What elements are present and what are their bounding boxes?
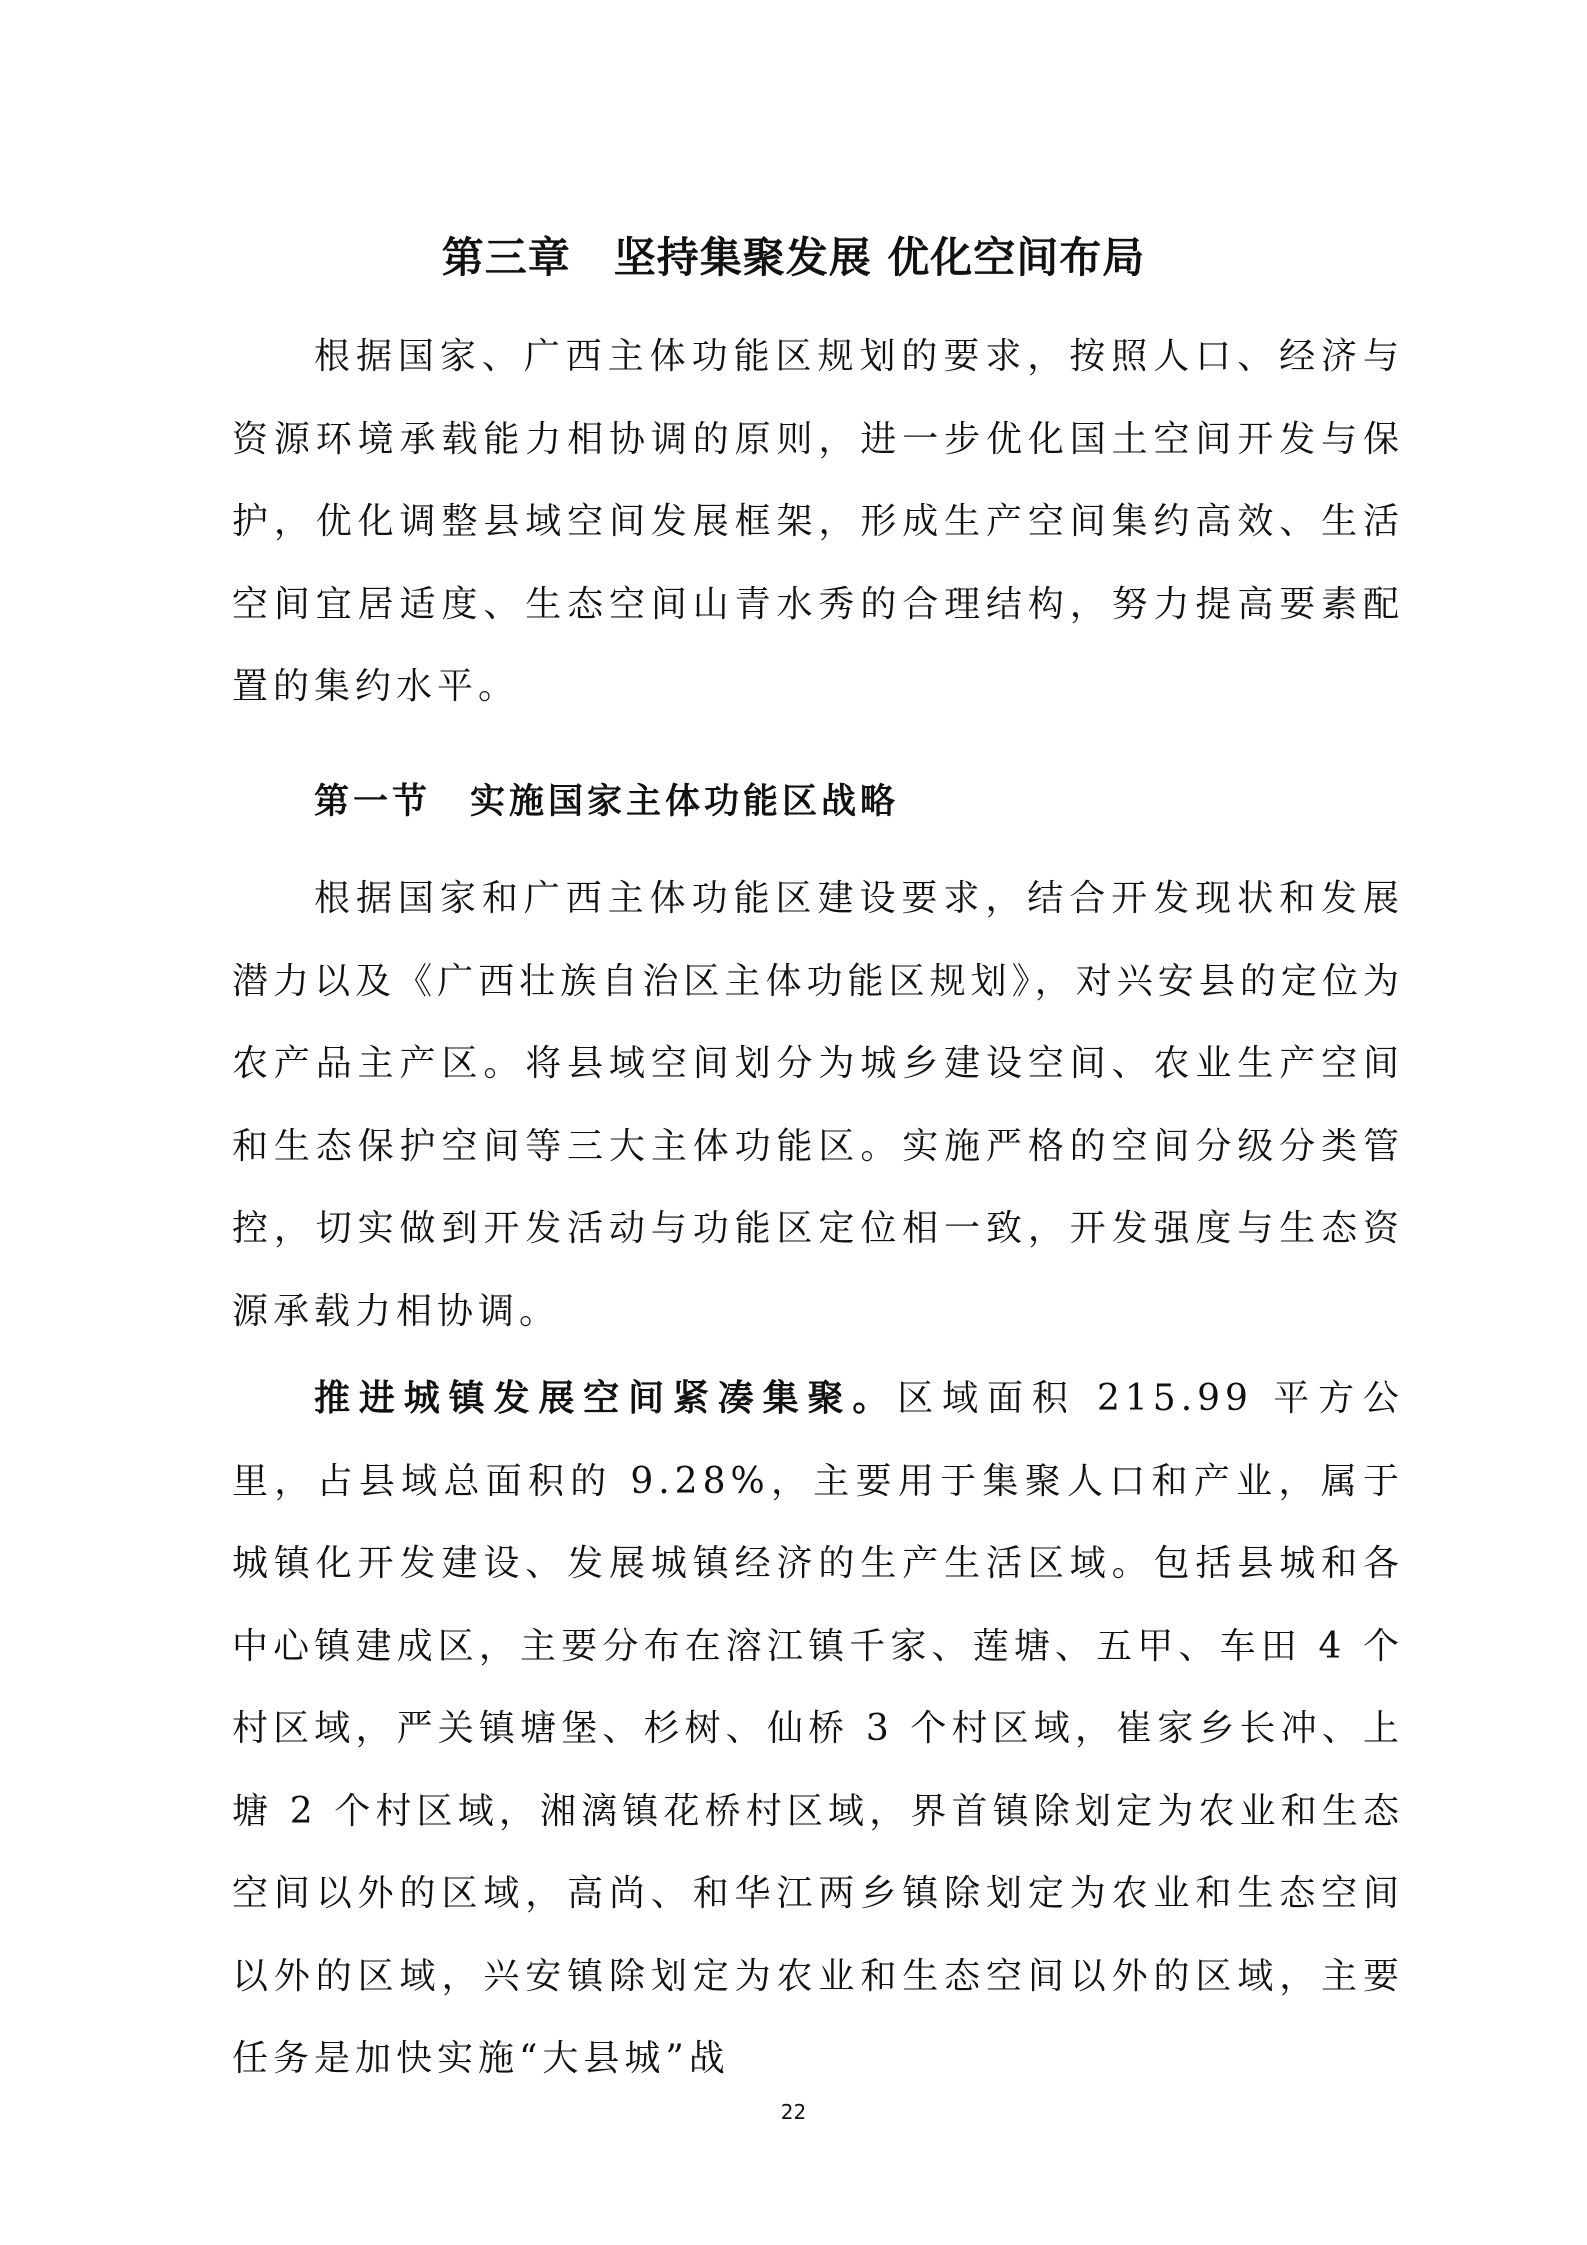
section-paragraph-2: [232, 1358, 1404, 2101]
section-heading: 第一节 实施国家主体功能区战略: [314, 782, 900, 823]
paragraph-body-text: 区域面积 215.99 平方公里，占县域总面积的 9.28%，主要用于集聚人口和产业，属于城镇化开发建设、发展城镇经济的生产生活区域。包括县城和各中心镇建成区，主要分布在溶江镇千家、莲塘、五甲、车田 4 个村区域，严关镇塘堡、杉树、仙桥 3 个村区域，崔家乡长冲、上塘 2 个村区域，湘漓镇花桥村区域，界首镇除划定为农业和生态空间以外的区域，高尚、和华江两乡镇除划定为农业和生态空间以外的区域，兴安镇除划定为农业和生态空间以外的区域，主要任务是加快实施“大县城”战: [232, 1378, 1404, 2079]
chapter-intro-paragraph: 根据国家、广西主体功能区规划的要求，按照人口、经济与资源环境承载能力相协调的原则，进一步优化国土空间开发与保护，优化调整县域空间发展框架，形成生产空间集约高效、生活空间宜居适度、生态空间山青水秀的合理结构，努力提高要素配置的集约水平。: [232, 336, 1404, 707]
chapter-title: 第三章 坚持集聚发展 优化空间布局: [441, 233, 1146, 283]
page-number: 22: [780, 2100, 807, 2124]
section-paragraph-1: 根据国家和广西主体功能区建设要求，结合开发现状和发展潜力以及《广西壮族自治区主体功能区规划》，对兴安县的定位为农产品主产区。将县域空间划分为城乡建设空间、农业生产空间和生态保护空间等三大主体功能区。实施严格的空间分级分类管控，切实做到开发活动与功能区定位相一致，开发强度与生态资源承载力相协调。: [232, 878, 1404, 1332]
paragraph-lead-phrase: 推进城镇发展空间紧凑集聚。: [314, 1378, 898, 1419]
